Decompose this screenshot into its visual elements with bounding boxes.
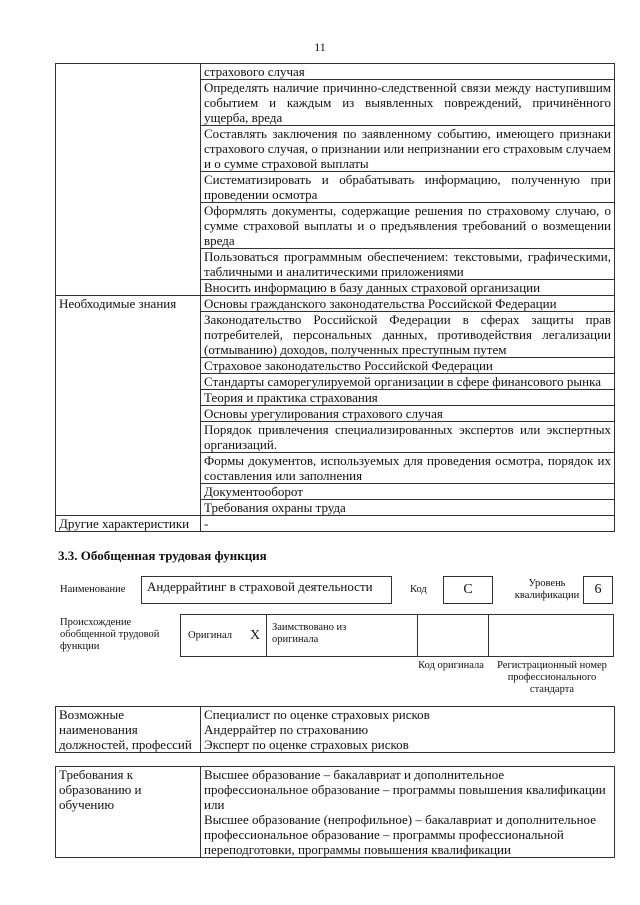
education-table — [55, 766, 615, 858]
education-item: Высшее образование – бакалавриат и дополнительное профессиональное образование – программы повышения квалификации — [204, 767, 606, 797]
knowledge-item: Страховое законодательство Российской Федерации — [201, 358, 615, 374]
knowledge-label: Необходимые знания — [56, 296, 201, 516]
knowledge-item: Требования охраны труда — [201, 500, 615, 516]
knowledge-item: Законодательство Российской Федерации в сферах защиты прав потребителей, персональных данных, противодействия легализации (отмыванию) доходов, полученных преступным путем — [201, 312, 615, 358]
skill-item: Определять наличие причинно-следственной связи между наступившим событием и каждым из выявленных повреждений, причинённого ущерба, вреда — [201, 80, 615, 126]
original-mark: X — [250, 628, 261, 643]
name-label: Наименование — [60, 584, 126, 595]
reg-number-caption: Регистрационный номер профессионального стандарта — [497, 660, 607, 695]
knowledge-item: Документооборот — [201, 484, 615, 500]
function-header-block — [0, 564, 640, 696]
skill-item: Вносить информацию в базу данных страховой организации — [201, 280, 615, 296]
education-item: Высшее образование (непрофильное) – бакалавриат и дополнительное профессиональное образование – программы профессиональной переподготовки, программы повышения квалификации — [204, 812, 596, 857]
code-value: C — [443, 576, 493, 604]
origin-box — [180, 614, 614, 657]
divider — [417, 614, 418, 657]
original-label: Оригинал — [188, 630, 232, 641]
position-item: Андеррайтер по страхованию — [204, 722, 369, 737]
skill-item: Оформлять документы, содержащие решения по страховому случаю, о сумме страховой выплаты и о предъявления требований о возмещении вреда — [201, 203, 615, 249]
knowledge-item: Основы гражданского законодательства Российской Федерации — [201, 296, 615, 312]
other-label: Другие характеристики — [56, 516, 201, 532]
borrowed-label: Заимствовано из оригинала — [272, 622, 347, 645]
education-label: Требования к образованию и обучению — [56, 767, 201, 858]
knowledge-item: Основы урегулирования страхового случая — [201, 406, 615, 422]
skill-item: Систематизировать и обрабатывать информацию, полученную при проведении осмотра — [201, 172, 615, 203]
skill-item: Составлять заключения по заявленному событию, имеющего признаки страхового случая, о признании или непризнании его страховым случаем и о сумме страховой выплаты — [201, 126, 615, 172]
knowledge-item: Порядок привлечения специализированных экспертов или экспертных организаций. — [201, 422, 615, 453]
other-value: - — [201, 516, 615, 532]
skill-item: Пользоваться программным обеспечением: текстовыми, графическими, табличными и аналитическими приложениями — [201, 249, 615, 280]
divider — [266, 614, 267, 657]
name-value: Андеррайтинг в страховой деятельности — [141, 576, 392, 604]
positions-table — [55, 706, 615, 753]
skills-label-cell — [56, 64, 201, 296]
skill-item: страхового случая — [201, 64, 615, 80]
knowledge-item: Формы документов, используемых для проведения осмотра, порядок их составления или заполнения — [201, 453, 615, 484]
positions-label: Возможные наименования должностей, профессий — [56, 707, 201, 753]
origin-label: Происхождение обобщенной трудовой функции — [60, 617, 160, 652]
divider — [488, 614, 489, 657]
code-original-caption: Код оригинала — [418, 660, 484, 671]
code-label: Код — [410, 584, 427, 595]
page-number: 11 — [314, 40, 326, 54]
section-heading: 3.3. Обобщенная трудовая функция — [58, 548, 267, 563]
knowledge-item: Стандарты саморегулируемой организации в сфере финансового рынка — [201, 374, 615, 390]
level-label: Уровень квалификации — [514, 578, 580, 601]
level-value: 6 — [583, 576, 613, 604]
position-item: Эксперт по оценке страховых рисков — [204, 737, 409, 752]
skills-knowledge-table — [55, 63, 615, 532]
knowledge-item: Теория и практика страхования — [201, 390, 615, 406]
position-item: Специалист по оценке страховых рисков — [204, 707, 430, 722]
education-item: или — [204, 797, 225, 812]
